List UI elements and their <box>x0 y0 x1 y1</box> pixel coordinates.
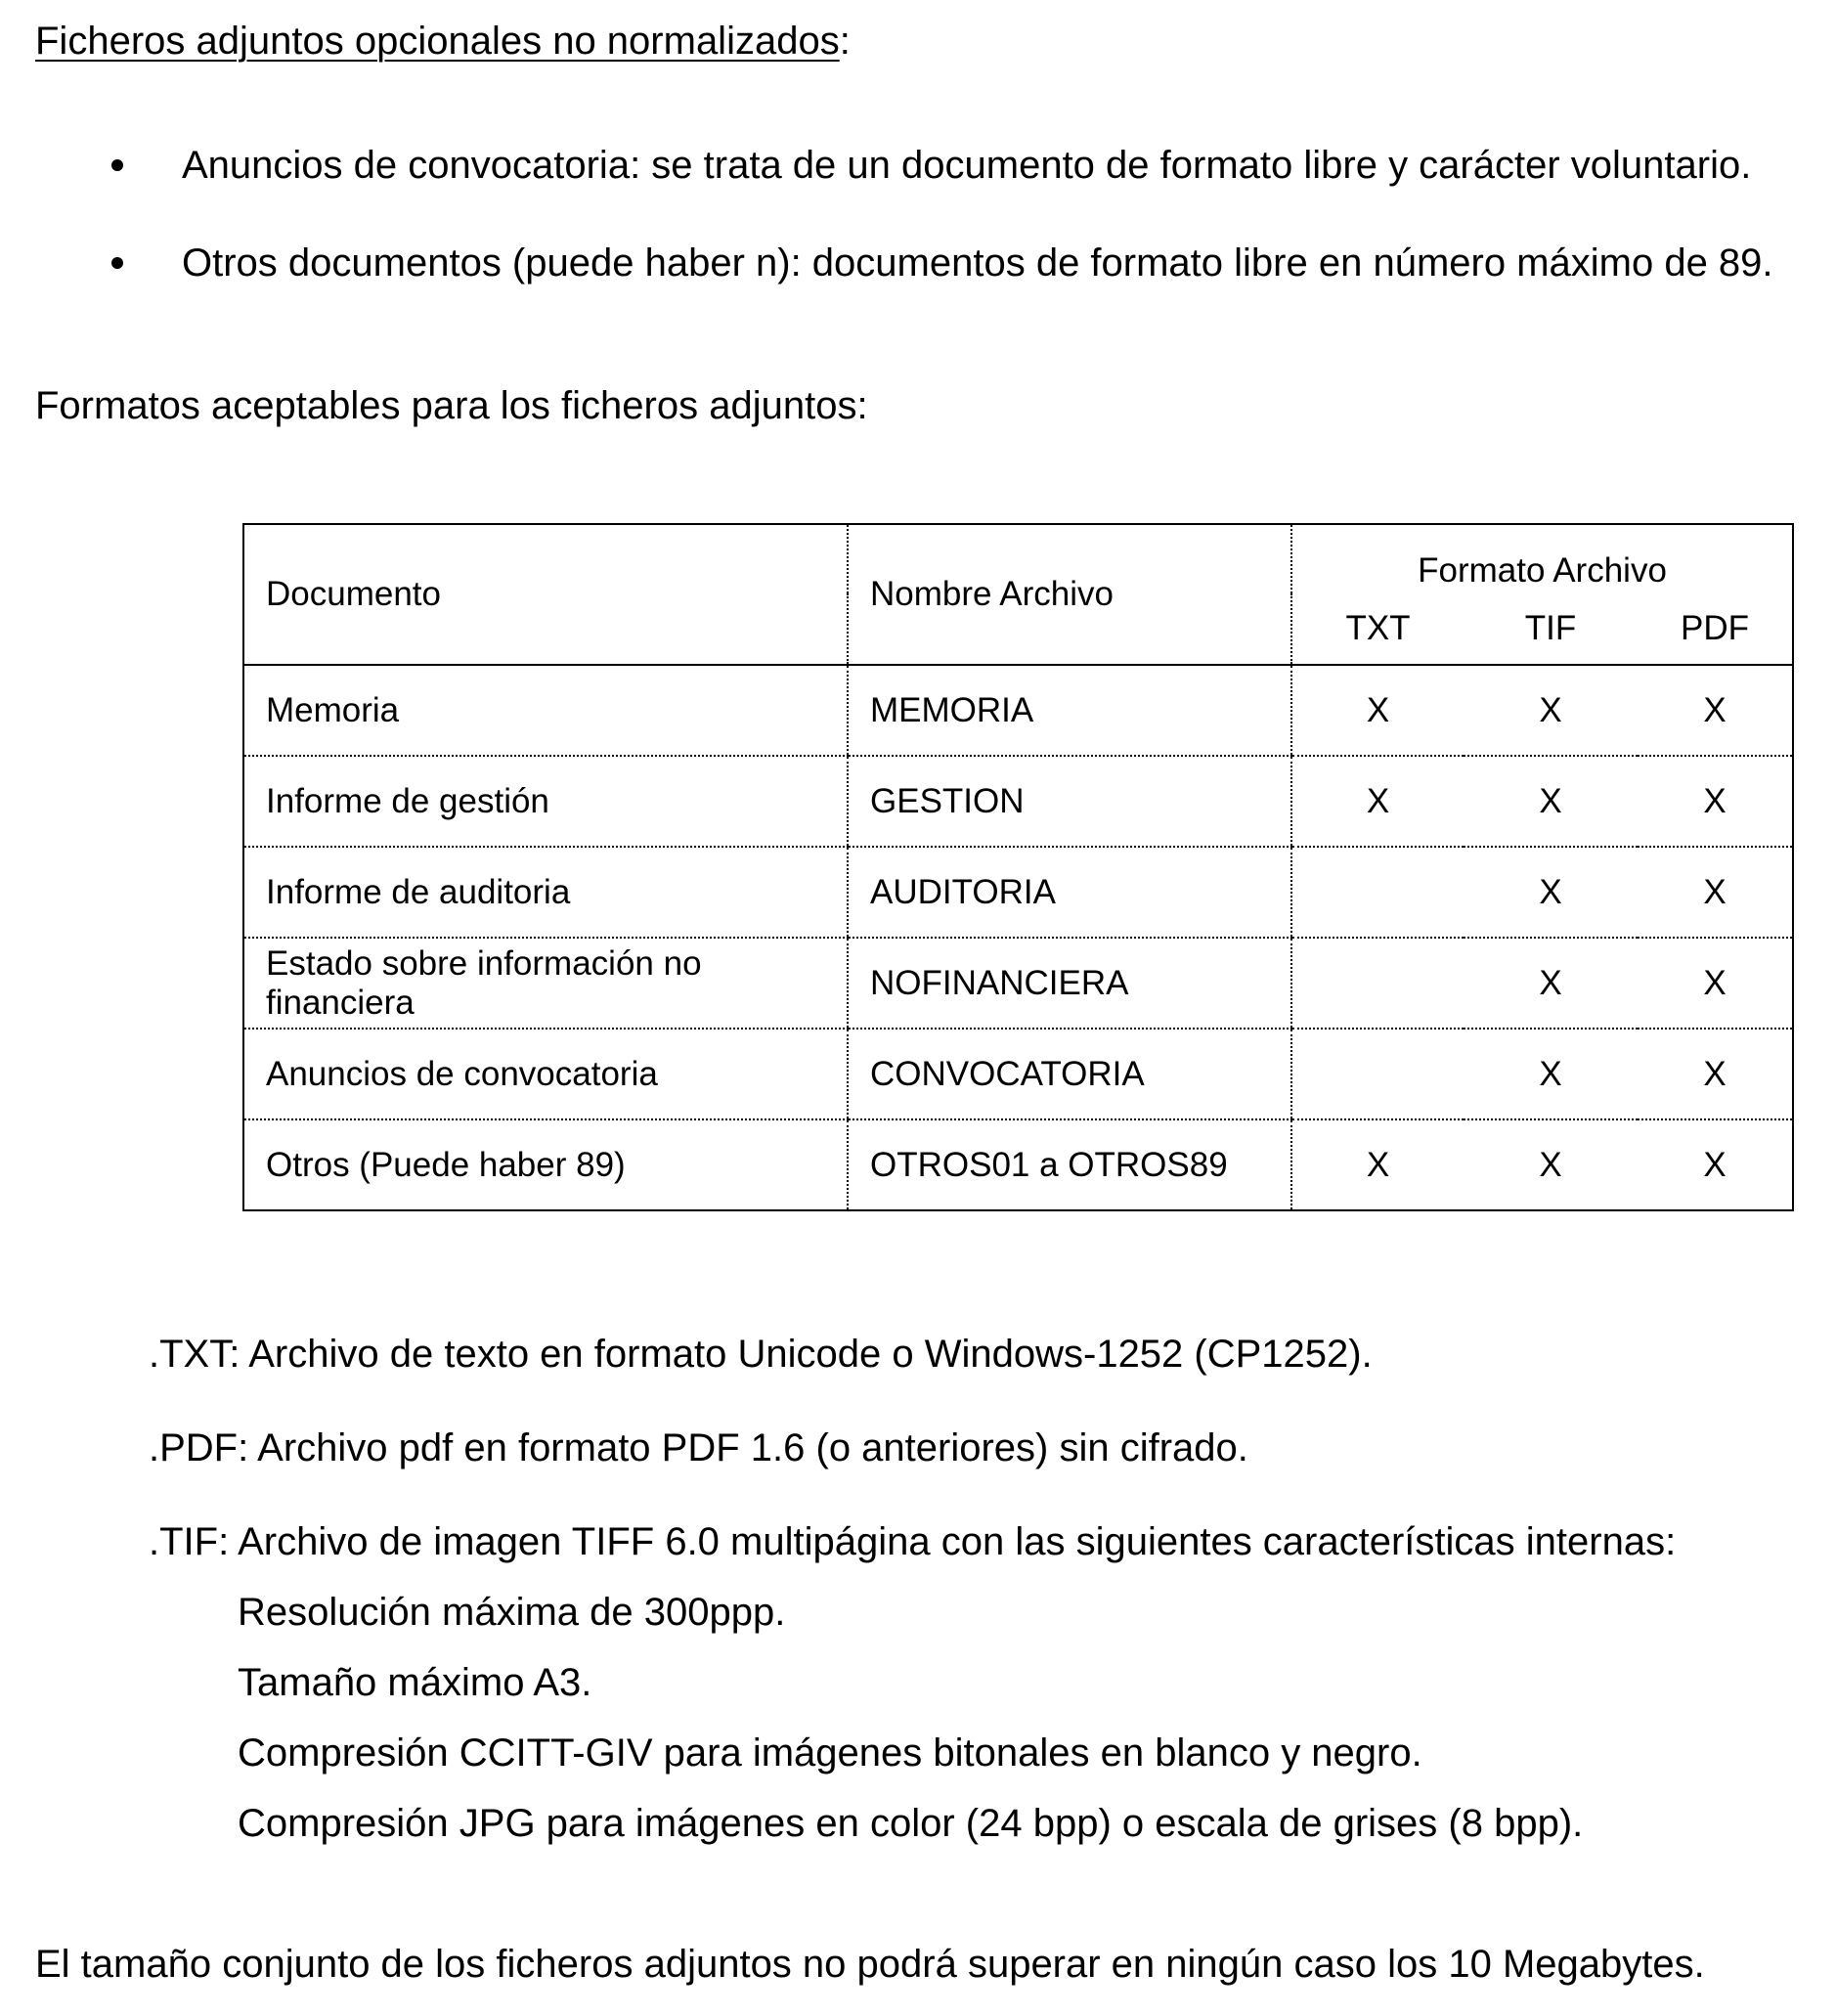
cell-tif: X <box>1464 756 1638 847</box>
formats-intro: Formatos aceptables para los ficheros adjuntos: <box>35 384 868 427</box>
bullet-item: Otros documentos (puede haber n): documentos de formato libre en número máximo de 89. <box>182 241 1773 285</box>
table-row <box>243 847 1793 938</box>
size-limit-note: El tamaño conjunto de los ficheros adjuntos no podrá superar en ningún caso los 10 Megabytes. <box>35 1943 1705 1986</box>
cell-pdf: X <box>1638 847 1793 938</box>
cell-tif: X <box>1464 847 1638 938</box>
cell-documento: Memoria <box>243 665 848 756</box>
section-heading <box>35 18 851 65</box>
cell-nombre: AUDITORIA <box>848 847 1291 938</box>
cell-txt: X <box>1291 665 1464 756</box>
cell-documento: Otros (Puede haber 89) <box>243 1119 848 1210</box>
header-tif: TIF <box>1464 593 1638 665</box>
header-formato-archivo: Formato Archivo <box>1291 524 1793 593</box>
bullet-icon <box>111 257 123 269</box>
cell-tif: X <box>1464 1029 1638 1119</box>
table-row <box>243 1119 1793 1210</box>
cell-txt: X <box>1291 756 1464 847</box>
cell-pdf: X <box>1638 756 1793 847</box>
table-row <box>243 938 1793 1029</box>
cell-pdf: X <box>1638 1029 1793 1119</box>
bullet-icon <box>111 159 123 171</box>
cell-tif: X <box>1464 938 1638 1029</box>
cell-txt: X <box>1291 1119 1464 1210</box>
cell-documento: Anuncios de convocatoria <box>243 1029 848 1119</box>
cell-nombre: CONVOCATORIA <box>848 1029 1291 1119</box>
bullet-item: Anuncios de convocatoria: se trata de un documento de formato libre y carácter voluntario. <box>182 144 1752 187</box>
cell-tif: X <box>1464 1119 1638 1210</box>
header-txt: TXT <box>1291 593 1464 665</box>
cell-nombre: MEMORIA <box>848 665 1291 756</box>
cell-tif: X <box>1464 665 1638 756</box>
cell-pdf: X <box>1638 938 1793 1029</box>
note-tif: .TIF: Archivo de imagen TIFF 6.0 multipágina con las siguientes características internas: <box>149 1520 1677 1563</box>
cell-txt <box>1291 1029 1464 1119</box>
header-nombre-archivo: Nombre Archivo <box>848 524 1291 665</box>
cell-documento: Informe de gestión <box>243 756 848 847</box>
cell-pdf: X <box>1638 1119 1793 1210</box>
header-pdf: PDF <box>1638 593 1793 665</box>
table-row <box>243 756 1793 847</box>
note-txt: .TXT: Archivo de texto en formato Unicode o Windows-1252 (CP1252). <box>149 1333 1373 1376</box>
cell-documento: Estado sobre información no financiera <box>243 938 848 1029</box>
table-row <box>243 665 1793 756</box>
tif-item: Compresión CCITT-GIV para imágenes bitonales en blanco y negro. <box>238 1731 1422 1775</box>
table-header-row <box>243 524 1793 593</box>
cell-txt <box>1291 938 1464 1029</box>
cell-nombre: NOFINANCIERA <box>848 938 1291 1029</box>
cell-pdf: X <box>1638 665 1793 756</box>
tif-item: Compresión JPG para imágenes en color (24 bpp) o escala de grises (8 bpp). <box>238 1802 1584 1845</box>
tif-item: Tamaño máximo A3. <box>238 1661 592 1704</box>
cell-nombre: OTROS01 a OTROS89 <box>848 1119 1291 1210</box>
cell-documento: Informe de auditoria <box>243 847 848 938</box>
cell-txt <box>1291 847 1464 938</box>
note-pdf: .PDF: Archivo pdf en formato PDF 1.6 (o anteriores) sin cifrado. <box>149 1426 1248 1469</box>
formats-table <box>242 523 1794 1211</box>
section-heading-text: Ficheros adjuntos opcionales no normalizados <box>35 20 840 63</box>
cell-nombre: GESTION <box>848 756 1291 847</box>
tif-item: Resolución máxima de 300ppp. <box>238 1591 786 1634</box>
table-row <box>243 1029 1793 1119</box>
header-documento: Documento <box>243 524 848 665</box>
section-heading-colon: : <box>839 20 851 63</box>
